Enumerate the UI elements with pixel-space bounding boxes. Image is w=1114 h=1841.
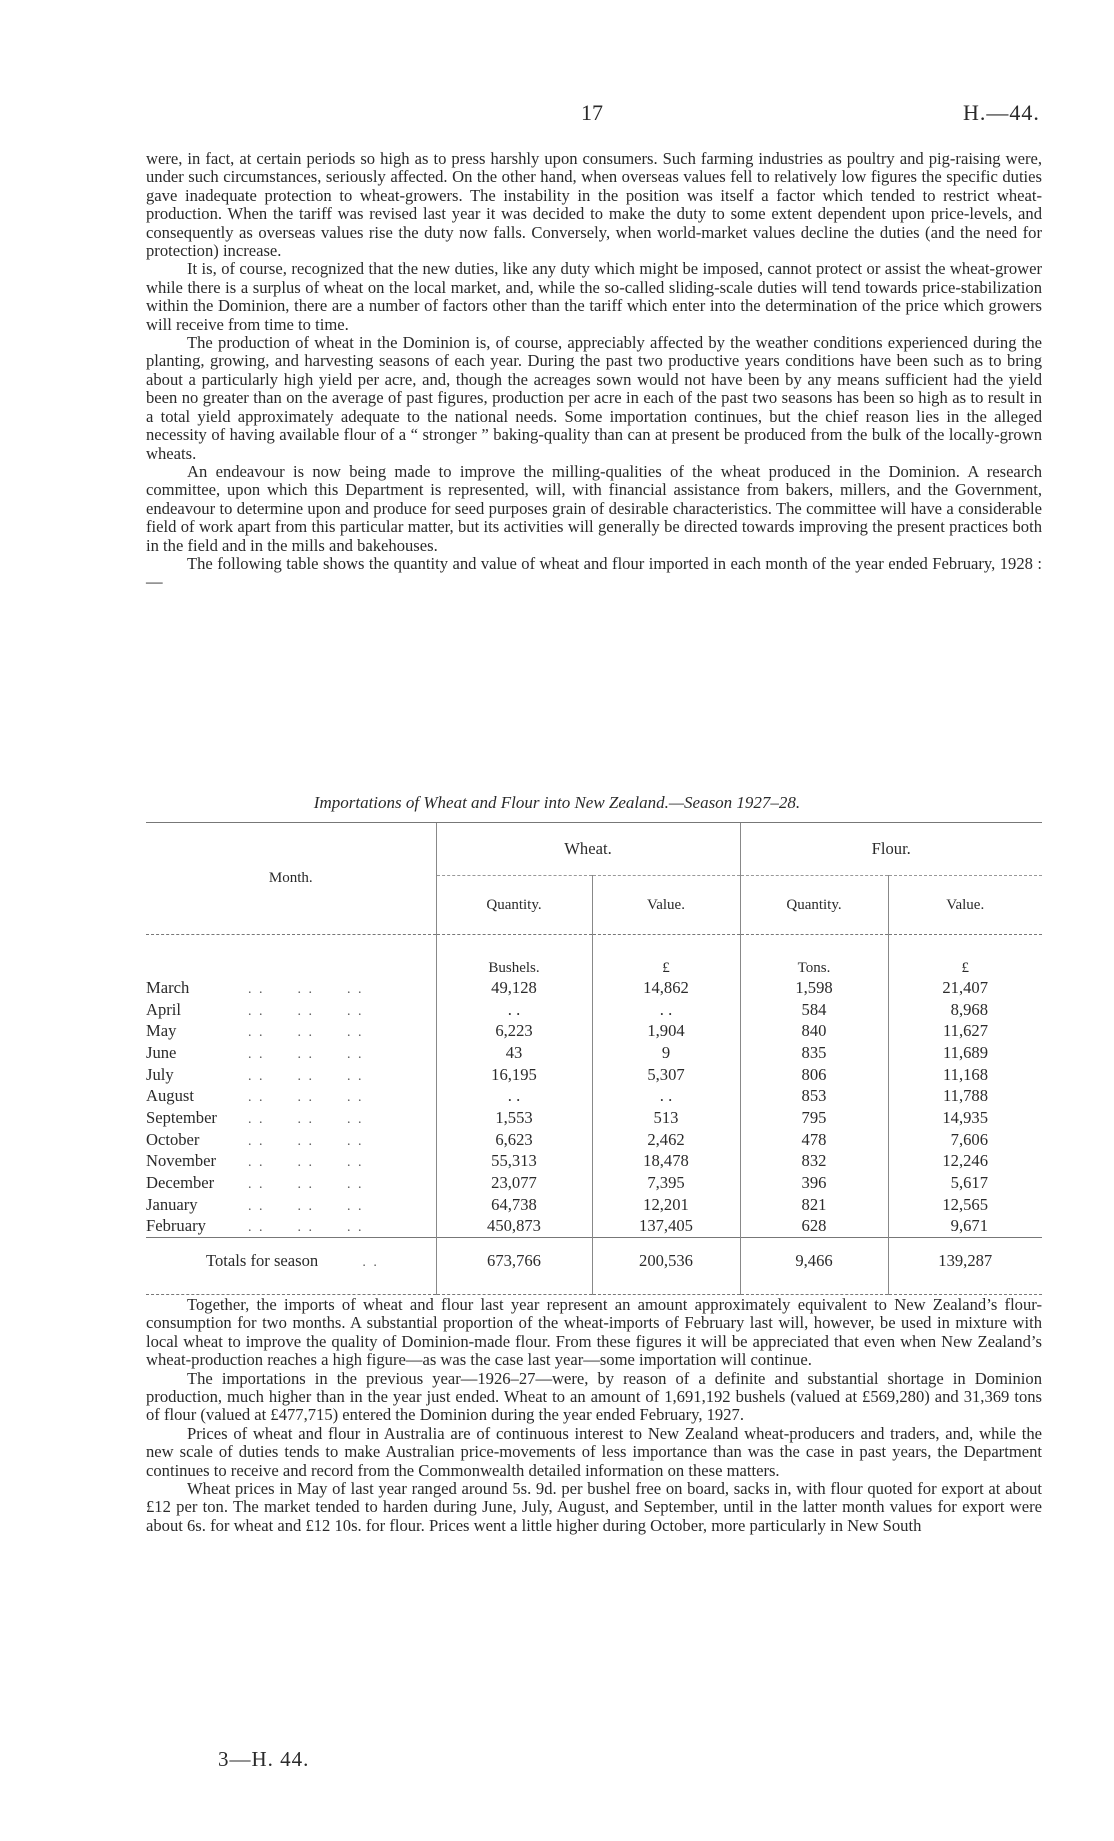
month-cell: February . . . . . . bbox=[146, 1216, 364, 1236]
flour-value-cell: 11,788 bbox=[888, 1085, 1042, 1107]
month-cell: March . . . . . . bbox=[146, 977, 364, 997]
wheat-quantity-cell: . . bbox=[436, 999, 592, 1021]
month-cell: January . . . . . . bbox=[146, 1194, 364, 1214]
table-row bbox=[146, 1129, 1042, 1151]
table-row bbox=[146, 1064, 1042, 1086]
month-column-header: Month. bbox=[268, 870, 313, 886]
wheat-value-cell: 9 bbox=[592, 1042, 740, 1064]
flour-value-cell: 11,168 bbox=[888, 1064, 1042, 1086]
wheat-quantity-cell: 23,077 bbox=[436, 1172, 592, 1194]
month-cell: December . . . . . . bbox=[146, 1173, 364, 1193]
paragraph: It is, of course, recognized that the new duties, like any duty which might be imposed, cannot protect or assist the wheat-grower while there is a surplus of wheat on the local market, and, while the so-called sliding-scale duties will tend towards price-stabilization within the Dominion, there are a number of factors other than the tariff which enter into the determination of the price which growers will receive from time to time. bbox=[146, 259, 1042, 334]
flour-quantity-cell: 840 bbox=[740, 1020, 888, 1042]
wheat-quantity-cell: 16,195 bbox=[436, 1064, 592, 1086]
flour-value-cell: 7,606 bbox=[888, 1129, 1042, 1151]
flour-value-cell: 11,627 bbox=[888, 1020, 1042, 1042]
wheat-value-cell: 513 bbox=[592, 1107, 740, 1129]
month-cell: August . . . . . . bbox=[146, 1086, 364, 1106]
table-row bbox=[146, 1107, 1042, 1129]
flour-quantity-cell: 628 bbox=[740, 1216, 888, 1238]
month-cell: July . . . . . . bbox=[146, 1064, 364, 1084]
paragraph: Wheat prices in May of last year ranged around 5s. 9d. per bushel free on board, sacks in, with flour quoted for export at about £12 per ton. The market tended to harden during June, July, August, and September, until in the latter month values for export were about 6s. for wheat and £12 10s. for flour. Prices went a little higher during October, more particularly in New South bbox=[146, 1479, 1042, 1535]
flour-value-cell: 12,565 bbox=[888, 1194, 1042, 1216]
table-row bbox=[146, 977, 1042, 999]
wheat-value-cell: 2,462 bbox=[592, 1129, 740, 1151]
flour-quantity-cell: 806 bbox=[740, 1064, 888, 1086]
wheat-value-cell: 1,904 bbox=[592, 1020, 740, 1042]
wheat-value-cell: 18,478 bbox=[592, 1151, 740, 1173]
flour-quantity-cell: 853 bbox=[740, 1085, 888, 1107]
wheat-quantity-cell: 6,223 bbox=[436, 1020, 592, 1042]
page-number: 17 bbox=[581, 100, 603, 125]
paragraph: The production of wheat in the Dominion is, of course, appreciably affected by the weather conditions experienced during the planting, growing, and harvesting seasons of each year. During the past two productive years conditions have been such as to bring about a particularly high yield per acre, and, though the acreages sown would not have been by any means sufficient had the yield been no greater than on the average of past figures, production per acre in each of the past two seasons has been so high as to result in a total yield approximately adequate to the national needs. Some importation continues, but the chief reason lies in the alleged necessity of having available flour of a “ stronger ” baking-quality than can at present be produced from the bulk of the locally-grown wheats. bbox=[146, 333, 1042, 463]
totals-flour-value: 139,287 bbox=[888, 1248, 1042, 1274]
body-text-top bbox=[146, 150, 1042, 592]
table-caption: Importations of Wheat and Flour into New Zealand.—Season 1927–28. bbox=[313, 793, 801, 812]
paragraph: The following table shows the quantity and value of wheat and flour imported in each month of the year ended February, 1928 :— bbox=[146, 553, 1042, 592]
flour-value-cell: 11,689 bbox=[888, 1042, 1042, 1064]
flour-quantity-unit: Tons. bbox=[740, 955, 888, 977]
imports-table bbox=[146, 822, 1042, 1295]
totals-flour-quantity: 9,466 bbox=[740, 1248, 888, 1274]
wheat-value-header: Value. bbox=[592, 876, 740, 935]
wheat-value-cell: . . bbox=[592, 999, 740, 1021]
wheat-value-cell: 12,201 bbox=[592, 1194, 740, 1216]
month-cell: May . . . . . . bbox=[146, 1021, 364, 1041]
wheat-value-cell: 137,405 bbox=[592, 1216, 740, 1238]
wheat-quantity-cell: 49,128 bbox=[436, 977, 592, 999]
paragraph: An endeavour is now being made to improve the milling-qualities of the wheat produced in the Dominion. A research committee, upon which this Department is represented, will, with financial assistance from bakers, millers, and the Government, endeavour to determine upon and produce for seed purposes grain of desirable characteristics. The committee will have a considerable field of work apart from this particular matter, but its activities will generally be directed towards improving the present practices both in the field and in the mills and bakehouses. bbox=[146, 461, 1042, 555]
flour-quantity-cell: 795 bbox=[740, 1107, 888, 1129]
flour-value-unit: £ bbox=[888, 955, 1042, 977]
wheat-quantity-cell: 43 bbox=[436, 1042, 592, 1064]
flour-quantity-header: Quantity. bbox=[740, 876, 888, 935]
signature-mark: 3—H. 44. bbox=[218, 1747, 310, 1771]
month-cell: October . . . . . . bbox=[146, 1129, 364, 1149]
flour-quantity-cell: 1,598 bbox=[740, 977, 888, 999]
totals-wheat-quantity: 673,766 bbox=[436, 1248, 592, 1274]
paragraph: Prices of wheat and flour in Australia are of continuous interest to New Zealand wheat-producers and traders, and, while the new scale of duties tends to make Australian price-movements of less importance than was the case in past years, the Department continues to receive and record from the Commonwealth detailed information on these matters. bbox=[146, 1423, 1042, 1480]
flour-quantity-cell: 832 bbox=[740, 1151, 888, 1173]
flour-value-cell: 12,246 bbox=[888, 1151, 1042, 1173]
month-cell: June . . . . . . bbox=[146, 1042, 364, 1062]
table-row bbox=[146, 1042, 1042, 1064]
flour-quantity-cell: 478 bbox=[740, 1129, 888, 1151]
wheat-quantity-header: Quantity. bbox=[436, 876, 592, 935]
table-row bbox=[146, 1216, 1042, 1238]
document-reference: H.—44. bbox=[963, 100, 1040, 125]
wheat-value-cell: 5,307 bbox=[592, 1064, 740, 1086]
wheat-quantity-cell: 64,738 bbox=[436, 1194, 592, 1216]
flour-quantity-cell: 584 bbox=[740, 999, 888, 1021]
table-row bbox=[146, 1151, 1042, 1173]
flour-value-cell: 5,617 bbox=[888, 1172, 1042, 1194]
body-text-bottom bbox=[146, 1296, 1042, 1535]
wheat-quantity-cell: 450,873 bbox=[436, 1216, 592, 1238]
wheat-quantity-cell: 55,313 bbox=[436, 1151, 592, 1173]
flour-value-cell: 8,968 bbox=[888, 999, 1042, 1021]
month-cell: April . . . . . . bbox=[146, 999, 364, 1019]
paragraph: Together, the imports of wheat and flour last year represent an amount approximately equivalent to New Zealand’s flour-consumption for two months. A substantial proportion of the wheat-imports of February last will, however, be used in mixture with local wheat to improve the quality of Dominion-made flour. From these figures it will be appreciated that even when New Zealand’s wheat-production reaches a high figure—as was the case last year—some importation will continue. bbox=[146, 1295, 1042, 1370]
wheat-value-cell: 14,862 bbox=[592, 977, 740, 999]
flour-quantity-cell: 835 bbox=[740, 1042, 888, 1064]
totals-label: Totals for season . . bbox=[206, 1251, 379, 1271]
totals-wheat-value: 200,536 bbox=[592, 1248, 740, 1274]
wheat-quantity-unit: Bushels. bbox=[436, 955, 592, 977]
table-row bbox=[146, 1020, 1042, 1042]
table-row bbox=[146, 1172, 1042, 1194]
paragraph: The importations in the previous year—1926–27—were, by reason of a definite and substantial shortage in Dominion production, much higher than in the year just ended. Wheat to an amount of 1,691,192 bushels (valued at £569,280) and 31,369 tons of flour (valued at £477,715) entered the Dominion during the year ended February, 1927. bbox=[146, 1368, 1042, 1425]
flour-value-cell: 9,671 bbox=[888, 1216, 1042, 1238]
wheat-value-cell: 7,395 bbox=[592, 1172, 740, 1194]
flour-quantity-cell: 396 bbox=[740, 1172, 888, 1194]
totals-row bbox=[146, 1248, 1042, 1274]
table-row bbox=[146, 999, 1042, 1021]
month-cell: September . . . . . . bbox=[146, 1107, 364, 1127]
flour-group-header: Flour. bbox=[740, 823, 1042, 876]
wheat-group-header: Wheat. bbox=[436, 823, 740, 876]
wheat-value-unit: £ bbox=[592, 955, 740, 977]
wheat-quantity-cell: 1,553 bbox=[436, 1107, 592, 1129]
month-cell: November . . . . . . bbox=[146, 1151, 364, 1171]
paragraph: were, in fact, at certain periods so high as to press harshly upon consumers. Such farming industries as poultry and pig-raising were, under such circumstances, seriously affected. On the other hand, when overseas values fell to relatively low figures the specific duties gave inadequate protection to wheat-growers. The instability in the position was itself a factor which tended to restrict wheat-production. When the tariff was revised last year it was decided to make the duty to some extent dependent upon price-levels, and consequently as overseas values rise the duty now falls. Conversely, when world-market values decline the duties (and the need for protection) increase. bbox=[146, 149, 1042, 261]
wheat-quantity-cell: . . bbox=[436, 1085, 592, 1107]
table-row bbox=[146, 1194, 1042, 1216]
table-row bbox=[146, 1085, 1042, 1107]
flour-value-cell: 14,935 bbox=[888, 1107, 1042, 1129]
flour-quantity-cell: 821 bbox=[740, 1194, 888, 1216]
wheat-quantity-cell: 6,623 bbox=[436, 1129, 592, 1151]
flour-value-header: Value. bbox=[888, 876, 1042, 935]
wheat-value-cell: . . bbox=[592, 1085, 740, 1107]
flour-value-cell: 21,407 bbox=[888, 977, 1042, 999]
